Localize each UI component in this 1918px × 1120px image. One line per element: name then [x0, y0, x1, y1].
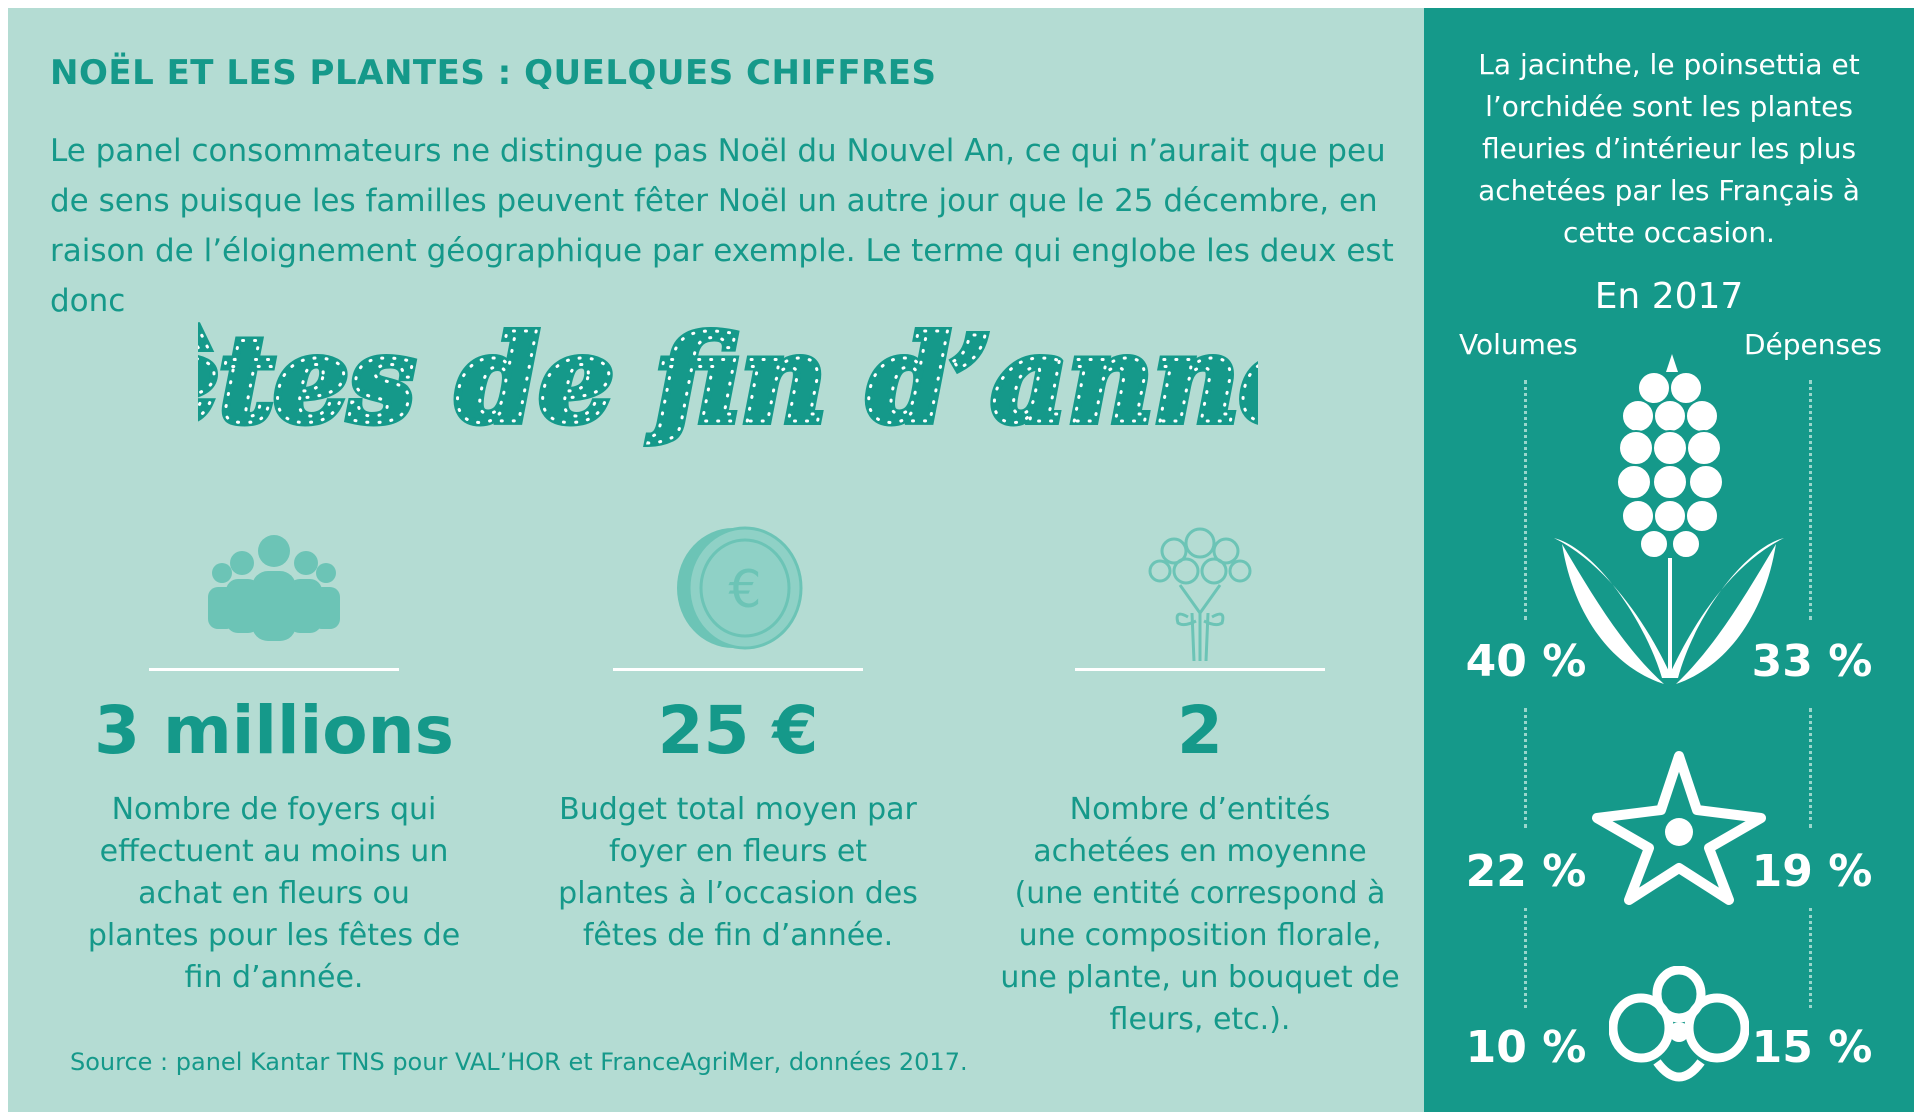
script-title-dots: tes de fin d’ann [219, 310, 1240, 449]
orchid-depenses: 15 % [1751, 1022, 1873, 1073]
hyacinth-depenses: 33 % [1751, 636, 1873, 687]
stat-description: Nombre de foyers qui effectuent au moins un achat en fleurs ou plantes pour les fêtes de fin d’année. [87, 792, 461, 995]
sidebar-intro: La jacinthe, le poinsettia et l’orchidée sont les plantes fleuries d’intérieur les plus achetées par les Français à cette occasion. [1478, 48, 1860, 249]
dotted-line [1524, 380, 1527, 620]
stat-value: 3 millions [94, 692, 454, 769]
script-title-text: tes de fin d’ann [219, 310, 1240, 449]
main-panel [8, 8, 1424, 1112]
sidebar-year: En 2017 [1594, 276, 1744, 317]
stat-entities [980, 508, 1420, 1041]
intro-text: Le panel consommateurs ne distingue pas Noël du Nouvel An, ce qui n’aurait que peu de sens puisque les familles peuvent fêter Noël un autre jour que le 25 décembre, en raison de l’éloignement géographique par exemple. Le terme qui englobe les deux est donc [50, 133, 1394, 319]
stat-households [54, 508, 494, 999]
people-group-icon [54, 508, 494, 668]
svg-text:€: € [728, 560, 762, 620]
poinsettia-volumes: 22 % [1465, 846, 1587, 897]
dotted-line [1809, 708, 1812, 828]
dotted-line [1809, 380, 1812, 620]
hyacinth-volumes: 40 % [1465, 636, 1587, 687]
divider [1075, 668, 1325, 671]
euro-coin-icon [518, 508, 958, 668]
page-title: NOËL ET LES PLANTES : QUELQUES CHIFFRES [50, 53, 937, 93]
col-label-depenses: Dépenses [1744, 328, 1882, 361]
dotted-line [1809, 908, 1812, 1008]
orchid-icon [1609, 966, 1749, 1086]
poinsettia-depenses: 19 % [1751, 846, 1873, 897]
script-title [198, 286, 1258, 476]
stat-description: Budget total moyen par foyer en fleurs et plantes à l’occasion des fêtes de fin d’année. [558, 792, 918, 953]
dotted-line [1524, 908, 1527, 1008]
orchid-volumes: 10 % [1465, 1022, 1587, 1073]
stat-description: Nombre d’entités achetées en moyenne (une entité correspond à une composition florale, une plante, un bouquet de fleurs, etc.). [1000, 792, 1400, 1037]
divider [613, 668, 863, 671]
source-note: Source : panel Kantar TNS pour VAL’HOR et FranceAgriMer, données 2017. [70, 1048, 968, 1076]
stat-value: 2 [1177, 692, 1223, 769]
col-label-volumes: Volumes [1459, 328, 1578, 361]
sidebar-panel [1424, 8, 1914, 1112]
stat-value: 25 € [657, 692, 819, 769]
infographic [8, 8, 1914, 1112]
stat-budget [518, 508, 958, 957]
bouquet-icon [980, 508, 1420, 668]
divider [149, 668, 399, 671]
dotted-line [1524, 708, 1527, 828]
